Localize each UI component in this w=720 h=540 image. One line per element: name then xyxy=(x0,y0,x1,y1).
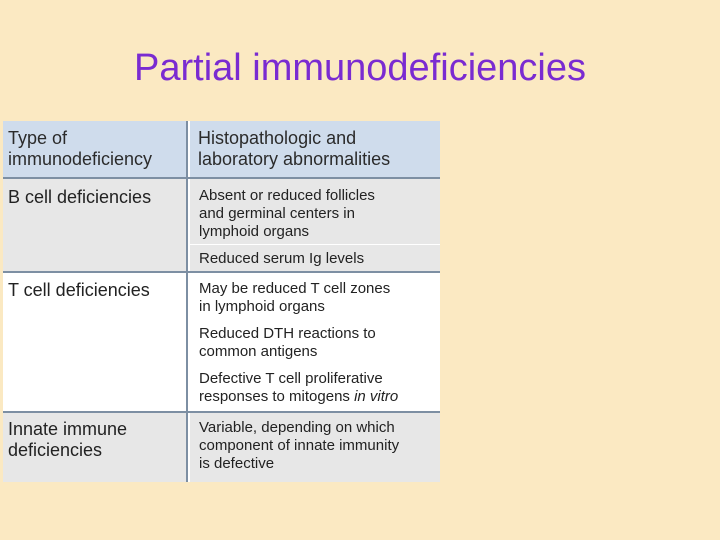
row-innate-item-line-1: Variable, depending on which xyxy=(199,419,395,436)
header-type-line-1: Type of xyxy=(8,128,68,148)
row-t-cell-item-3-line-1: Defective T cell proliferative xyxy=(199,370,383,387)
row-t-cell-item-1-line-2: in lymphoid organs xyxy=(199,298,325,315)
header-abnormalities-line-2: laboratory abnormalities xyxy=(198,149,391,169)
row-t-cell-abnormalities-cell xyxy=(190,273,440,411)
row-b-cell-item-2: Reduced serum Ig levels xyxy=(199,250,365,267)
row-innate-type-line-1: Innate immune xyxy=(8,419,128,439)
row-t-cell-item-2-line-2: common antigens xyxy=(199,343,318,360)
row-b-cell-abnormalities-cell xyxy=(190,179,440,271)
slide-title: Partial immunodeficiencies xyxy=(134,47,586,89)
row-b-cell-item-1-line-1: Absent or reduced follicles xyxy=(199,187,375,204)
row-t-cell-type: T cell deficiencies xyxy=(8,280,150,300)
row-innate-abnormalities-cell xyxy=(190,413,440,482)
row-b-cell-type-cell xyxy=(3,179,188,271)
immunodeficiency-table xyxy=(3,121,440,482)
row-innate-item-line-2: component of innate immunity xyxy=(199,437,400,454)
header-cell-abnormalities xyxy=(190,121,440,177)
header-type-line-2: immunodeficiency xyxy=(8,149,153,169)
row-b-cell-item-1-line-2: and germinal centers in xyxy=(199,205,355,222)
row-b-cell-type: B cell deficiencies xyxy=(8,187,152,207)
row-b-cell-item-1-line-3: lymphoid organs xyxy=(199,223,310,240)
header-cell-type xyxy=(3,121,188,177)
row-b-cell-item-divider xyxy=(190,244,440,245)
row-t-cell-item-3-line-2 xyxy=(199,388,439,406)
row-innate-type-cell xyxy=(3,413,188,482)
row-innate-item-line-3: is defective xyxy=(199,455,275,472)
row-t-cell-item-1-line-1: May be reduced T cell zones xyxy=(199,280,391,297)
row-t-cell-item-3-text: responses to mitogens xyxy=(199,388,355,405)
row-t-cell-item-2-line-1: Reduced DTH reactions to xyxy=(199,325,376,342)
header-abnormalities-line-1: Histopathologic and xyxy=(198,128,357,148)
row-innate-type-line-2: deficiencies xyxy=(8,440,103,460)
row-t-cell-type-cell xyxy=(3,273,188,411)
row-t-cell-item-3-italic: in vitro xyxy=(354,388,399,405)
